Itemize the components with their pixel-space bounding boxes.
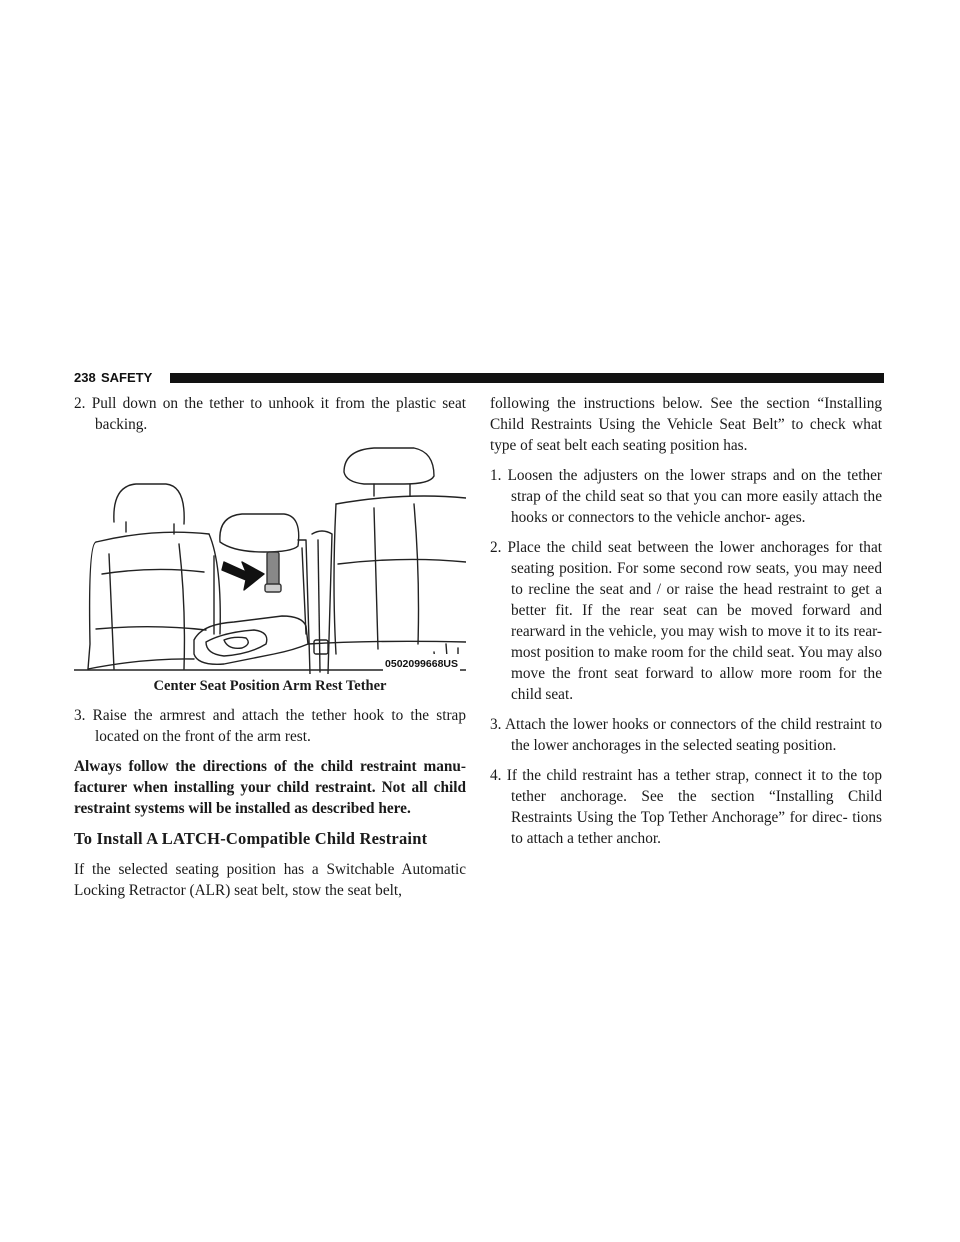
section-name: SAFETY <box>101 370 153 385</box>
latch-intro-continued: following the instructions below. See the section “Installing Child Restraints Using the Vehicle Seat Belt” to check what type of seat belt each seating position has. <box>490 395 882 454</box>
section-heading: To Install A LATCH-Compatible Child Restraint <box>74 829 428 848</box>
warning-note: Always follow the directions of the child restraint manu- facturer when installing your child restraint. Not all child restraint systems will be installed as described here. <box>74 758 466 817</box>
latch-step-4: 4. If the child restraint has a tether strap, connect it to the top tether anchorage. See the section “Installing Child Restraints Using the Top Tether Anchorage” for direc- tions to attach a tether anchor. <box>490 767 882 847</box>
left-column <box>74 393 466 910</box>
page-number: 238 <box>74 370 96 385</box>
right-column <box>490 393 882 858</box>
step-3-armrest: 3. Raise the armrest and attach the tether hook to the strap located on the front of the arm rest. <box>74 707 466 745</box>
header-rule <box>170 373 884 383</box>
latch-step-3: 3. Attach the lower hooks or connectors of the child restraint to the lower anchorages in the selected seating position. <box>490 716 882 754</box>
latch-step-2: 2. Place the child seat between the lower anchorages for that seating position. For some second row seats, you may need to recline the seat and / or raise the head restraint to get a better fit. If the rear seat can be moved forward and rearward in the vehicle, you may wish to move it to its rear-most position to make room for the child seat. You may also move the front seat forward to allow more room for the child seat. <box>490 539 882 703</box>
step-2-unhook: 2. Pull down on the tether to unhook it from the plastic seat backing. <box>74 395 466 433</box>
seat-illustration <box>74 444 466 674</box>
seat-drawing <box>74 444 466 674</box>
latch-intro: If the selected seating position has a Switchable Automatic Locking Retractor (ALR) seat belt, stow the seat belt, <box>74 861 466 899</box>
figure-code: 0502099668US <box>383 654 460 674</box>
figure-caption: Center Seat Position Arm Rest Tether <box>153 678 387 694</box>
page-header <box>74 370 884 386</box>
latch-step-1: 1. Loosen the adjusters on the lower straps and on the tether strap of the child seat so that you can more easily attach the hooks or connectors to the vehicle anchor- ages. <box>490 467 882 526</box>
